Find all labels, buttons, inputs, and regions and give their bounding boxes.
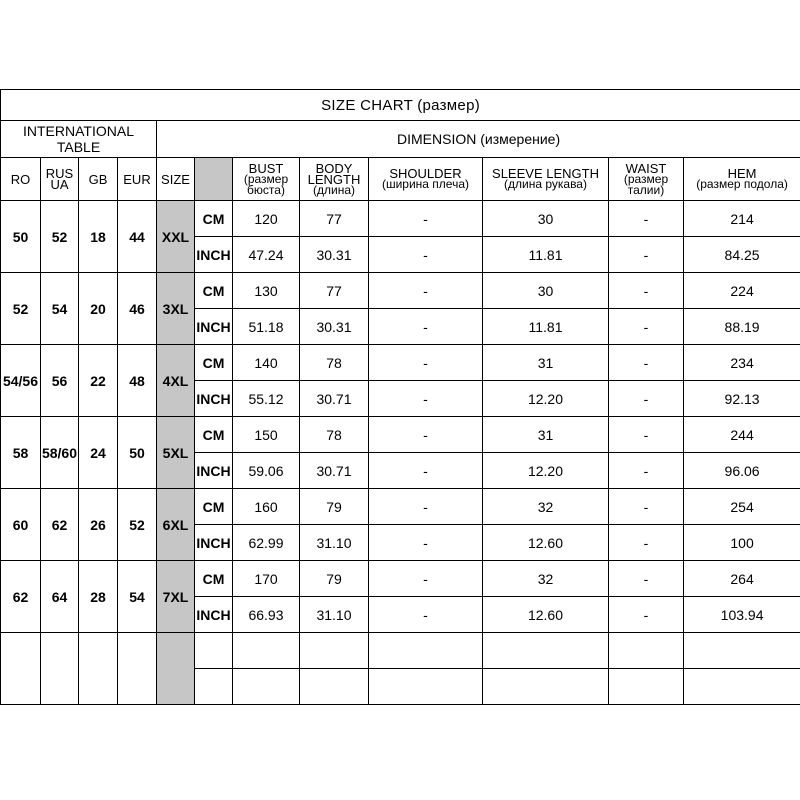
cell-shoulder-cm: - — [369, 417, 483, 453]
empty-cell — [300, 669, 369, 705]
header-waist-line2: (размер — [623, 171, 669, 186]
table-row — [1, 273, 800, 309]
cell-eur: 52 — [118, 489, 157, 561]
header-body-length-line1: BODY — [315, 160, 353, 176]
header-hem-line2: (размер подола) — [696, 177, 788, 191]
cell-sleeve-cm: 32 — [483, 489, 609, 525]
cell-ro: 54/56 — [1, 345, 41, 417]
empty-cell — [609, 669, 684, 705]
cell-eur: 46 — [118, 273, 157, 345]
table-row — [1, 561, 800, 597]
cell-gb: 26 — [79, 489, 118, 561]
header-waist — [609, 158, 684, 201]
empty-cell — [1, 633, 41, 705]
cell-sleeve-inch: 12.20 — [483, 453, 609, 489]
cell-rus-ua: 52 — [41, 201, 79, 273]
cell-gb: 28 — [79, 561, 118, 633]
header-gb: GB — [79, 158, 118, 201]
cell-body-length-inch: 31.10 — [300, 597, 369, 633]
cell-sleeve-cm: 30 — [483, 201, 609, 237]
cell-body-length-cm: 77 — [300, 201, 369, 237]
cell-waist-inch: - — [609, 525, 684, 561]
cell-rus-ua: 58/60 — [41, 417, 79, 489]
cell-body-length-cm: 78 — [300, 417, 369, 453]
cell-body-length-inch: 30.71 — [300, 381, 369, 417]
cell-unit-cm: CM — [195, 561, 233, 597]
header-rus: RUS — [45, 166, 74, 181]
table-row — [1, 417, 800, 453]
cell-unit-cm: CM — [195, 273, 233, 309]
cell-rus-ua: 62 — [41, 489, 79, 561]
size-chart-table — [0, 89, 800, 705]
cell-ro: 58 — [1, 417, 41, 489]
cell-body-length-cm: 78 — [300, 345, 369, 381]
cell-body-length-inch: 30.31 — [300, 237, 369, 273]
header-hem — [684, 158, 800, 201]
cell-shoulder-cm: - — [369, 489, 483, 525]
cell-size: 5XL — [157, 417, 195, 489]
cell-unit-inch: INCH — [195, 597, 233, 633]
cell-hem-inch: 103.94 — [684, 597, 800, 633]
cell-shoulder-inch: - — [369, 525, 483, 561]
cell-waist-cm: - — [609, 201, 684, 237]
cell-eur: 48 — [118, 345, 157, 417]
cell-bust-inch: 55.12 — [233, 381, 300, 417]
column-header-row — [1, 158, 800, 201]
cell-gb: 22 — [79, 345, 118, 417]
table-row — [1, 201, 800, 237]
header-ro: RO — [1, 158, 41, 201]
cell-bust-cm: 130 — [233, 273, 300, 309]
cell-unit-inch: INCH — [195, 309, 233, 345]
table-row — [1, 345, 800, 381]
empty-cell — [369, 669, 483, 705]
cell-bust-inch: 62.99 — [233, 525, 300, 561]
cell-unit-cm: CM — [195, 345, 233, 381]
empty-cell — [79, 633, 118, 705]
cell-hem-inch: 92.13 — [684, 381, 800, 417]
cell-hem-cm: 254 — [684, 489, 800, 525]
cell-bust-inch: 59.06 — [233, 453, 300, 489]
cell-shoulder-cm: - — [369, 201, 483, 237]
cell-hem-inch: 88.19 — [684, 309, 800, 345]
header-sleeve-length — [483, 158, 609, 201]
cell-waist-cm: - — [609, 489, 684, 525]
cell-bust-cm: 150 — [233, 417, 300, 453]
cell-bust-cm: 160 — [233, 489, 300, 525]
cell-waist-inch: - — [609, 453, 684, 489]
cell-bust-inch: 51.18 — [233, 309, 300, 345]
cell-size: 6XL — [157, 489, 195, 561]
cell-sleeve-cm: 31 — [483, 417, 609, 453]
empty-cell — [369, 633, 483, 669]
cell-body-length-cm: 79 — [300, 561, 369, 597]
cell-shoulder-inch: - — [369, 309, 483, 345]
cell-hem-cm: 214 — [684, 201, 800, 237]
empty-size-cell — [157, 633, 195, 705]
chart-title: SIZE CHART (размер) — [1, 90, 800, 121]
cell-waist-inch: - — [609, 309, 684, 345]
cell-hem-cm: 224 — [684, 273, 800, 309]
header-shoulder — [369, 158, 483, 201]
empty-cell — [41, 633, 79, 705]
header-sleeve-line1: SLEEVE LENGTH — [492, 166, 599, 181]
header-body-length-line3: (длина) — [313, 182, 355, 197]
cell-rus-ua: 56 — [41, 345, 79, 417]
empty-cell — [233, 633, 300, 669]
header-waist-line1: WAIST — [625, 160, 667, 176]
header-body-length — [300, 158, 369, 201]
cell-sleeve-inch: 11.81 — [483, 237, 609, 273]
cell-ro: 60 — [1, 489, 41, 561]
cell-bust-inch: 47.24 — [233, 237, 300, 273]
size-chart — [0, 89, 800, 705]
cell-hem-inch: 100 — [684, 525, 800, 561]
cell-unit-cm: CM — [195, 489, 233, 525]
cell-body-length-inch: 30.31 — [300, 309, 369, 345]
cell-unit-inch: INCH — [195, 237, 233, 273]
header-eur: EUR — [118, 158, 157, 201]
cell-sleeve-inch: 12.20 — [483, 381, 609, 417]
header-shoulder-line2: (ширина плеча) — [381, 177, 470, 191]
header-bust — [233, 158, 300, 201]
header-sleeve-line2: (длина рукава) — [504, 177, 587, 191]
empty-cell — [684, 669, 800, 705]
header-bust-line1: BUST — [248, 160, 284, 176]
cell-size: 4XL — [157, 345, 195, 417]
cell-sleeve-inch: 12.60 — [483, 597, 609, 633]
header-bust-line2: (размер — [243, 171, 289, 186]
cell-hem-cm: 244 — [684, 417, 800, 453]
cell-sleeve-cm: 32 — [483, 561, 609, 597]
table-row — [1, 489, 800, 525]
cell-waist-inch: - — [609, 381, 684, 417]
cell-waist-inch: - — [609, 597, 684, 633]
cell-gb: 24 — [79, 417, 118, 489]
empty-cell — [609, 633, 684, 669]
international-table-label: INTERNATIONAL TABLE — [1, 121, 157, 158]
cell-body-length-inch: 30.71 — [300, 453, 369, 489]
cell-shoulder-inch: - — [369, 597, 483, 633]
cell-rus-ua: 64 — [41, 561, 79, 633]
empty-cell — [195, 633, 233, 669]
cell-gb: 18 — [79, 201, 118, 273]
cell-ro: 62 — [1, 561, 41, 633]
cell-sleeve-cm: 30 — [483, 273, 609, 309]
header-bust-line3: бюста) — [247, 182, 285, 197]
cell-hem-cm: 264 — [684, 561, 800, 597]
cell-shoulder-cm: - — [369, 561, 483, 597]
cell-hem-inch: 96.06 — [684, 453, 800, 489]
cell-hem-inch: 84.25 — [684, 237, 800, 273]
empty-cell — [300, 633, 369, 669]
cell-waist-cm: - — [609, 273, 684, 309]
cell-size: XXL — [157, 201, 195, 273]
cell-bust-cm: 140 — [233, 345, 300, 381]
cell-sleeve-inch: 11.81 — [483, 309, 609, 345]
empty-cell — [195, 669, 233, 705]
header-hem-line1: HEM — [727, 166, 757, 181]
empty-cell — [483, 633, 609, 669]
cell-waist-inch: - — [609, 237, 684, 273]
cell-eur: 50 — [118, 417, 157, 489]
cell-sleeve-inch: 12.60 — [483, 525, 609, 561]
cell-eur: 54 — [118, 561, 157, 633]
cell-shoulder-cm: - — [369, 273, 483, 309]
header-size: SIZE — [157, 158, 195, 201]
cell-gb: 20 — [79, 273, 118, 345]
header-ua: UA — [50, 177, 69, 192]
cell-eur: 44 — [118, 201, 157, 273]
empty-cell — [233, 669, 300, 705]
header-shoulder-line1: SHOULDER — [389, 166, 462, 181]
cell-hem-cm: 234 — [684, 345, 800, 381]
cell-unit-inch: INCH — [195, 525, 233, 561]
header-waist-line3: талии) — [627, 182, 665, 197]
dimension-label: DIMENSION (измерение) — [157, 121, 800, 158]
empty-row — [1, 633, 800, 669]
header-body-length-line2: LENGTH — [307, 171, 361, 187]
empty-cell — [684, 633, 800, 669]
cell-shoulder-inch: - — [369, 381, 483, 417]
cell-rus-ua: 54 — [41, 273, 79, 345]
cell-shoulder-inch: - — [369, 453, 483, 489]
cell-bust-cm: 170 — [233, 561, 300, 597]
cell-bust-cm: 120 — [233, 201, 300, 237]
header-rus-ua — [41, 158, 79, 201]
cell-body-length-cm: 79 — [300, 489, 369, 525]
cell-waist-cm: - — [609, 417, 684, 453]
cell-body-length-inch: 31.10 — [300, 525, 369, 561]
cell-body-length-cm: 77 — [300, 273, 369, 309]
cell-ro: 50 — [1, 201, 41, 273]
cell-size: 3XL — [157, 273, 195, 345]
cell-unit-inch: INCH — [195, 453, 233, 489]
cell-ro: 52 — [1, 273, 41, 345]
cell-unit-cm: CM — [195, 417, 233, 453]
header-unit-blank — [195, 158, 233, 201]
empty-cell — [118, 633, 157, 705]
cell-unit-cm: CM — [195, 201, 233, 237]
cell-waist-cm: - — [609, 561, 684, 597]
cell-sleeve-cm: 31 — [483, 345, 609, 381]
cell-unit-inch: INCH — [195, 381, 233, 417]
cell-bust-inch: 66.93 — [233, 597, 300, 633]
empty-cell — [483, 669, 609, 705]
cell-size: 7XL — [157, 561, 195, 633]
cell-shoulder-inch: - — [369, 237, 483, 273]
cell-shoulder-cm: - — [369, 345, 483, 381]
cell-waist-cm: - — [609, 345, 684, 381]
